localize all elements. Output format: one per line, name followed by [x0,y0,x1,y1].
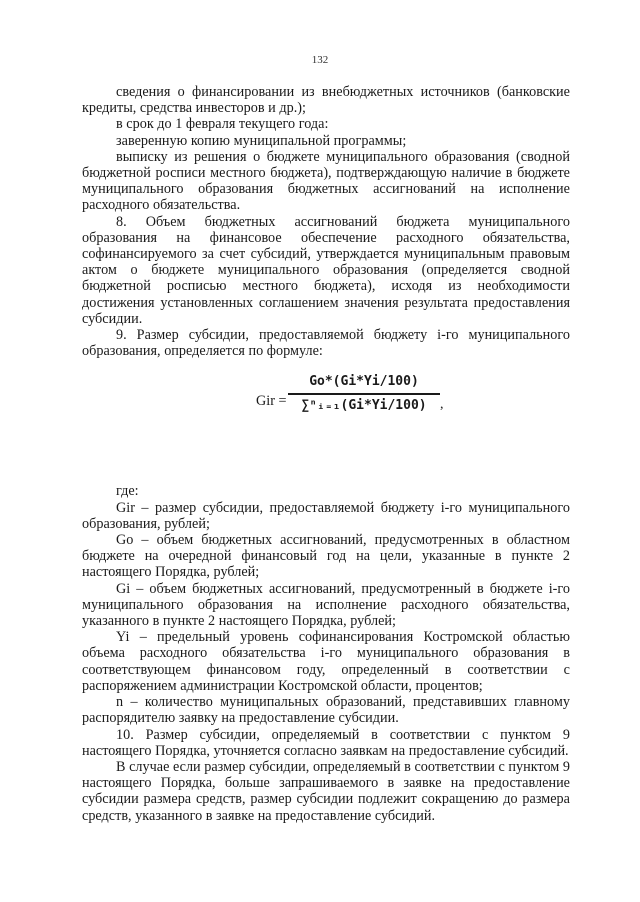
paragraph: в срок до 1 февраля текущего года: [116,116,329,133]
formula-numerator: Go*(Gi*Yi/100) [309,374,419,390]
paragraph: 10. Размер субсидии, определяемый в соответствии с пунктом 9 настоящего Порядка, уточняется согласно заявкам на предоставление субсидий. [82,726,570,759]
paragraph: Gir – размер субсидии, предоставляемой бюджету i-го муниципального образования, рублей; [82,499,570,532]
paragraph: Gi – объем бюджетных ассигнований, предусмотренный в бюджете i-го муниципального образования на исполнение расходного обязательства, указанного в пункте 2 настоящего Порядка, рублей; [82,580,570,630]
text-block-before-formula [82,84,570,359]
text-block-after-formula [82,483,570,823]
formula-denominator: ∑ⁿᵢ₌₁(Gi*Yi/100) [301,397,427,413]
formula-fraction [288,373,440,414]
page-number: 132 [311,54,329,66]
paragraph: Go – объем бюджетных ассигнований, предусмотренных в областном бюджете на очередной финансовый год на цели, указанные в пункте 2 настоящего Порядка, рублей; [82,532,570,581]
paragraph: 9. Размер субсидии, предоставляемой бюджету i-го муниципального образования, определяется по формуле: [82,327,570,360]
paragraph: где: [116,483,139,500]
document-body [82,84,570,824]
formula-label: Gir = [256,393,287,410]
paragraph: сведения о финансировании из внебюджетных источников (банковские кредиты, средства инвесторов и др.); [82,84,570,117]
formula [82,373,570,447]
paragraph: Yi – предельный уровень софинансирования Костромской областью объема расходного обязательства i-го муниципального образования в соответствующем финансовом году, определенный в соответствии с распоряжением администрации Костромской области, процентов; [82,629,570,694]
paragraph: В случае если размер субсидии, определяемый в соответствии с пунктом 9 настоящего Порядка, больше запрашиваемого в заявке на предоставление субсидии размера средств, размер субсидии подлежит сокращению до размера средств, указанного в заявке на предоставление субсидий. [82,758,570,824]
paragraph: 8. Объем бюджетных ассигнований бюджета муниципального образования на финансовое обеспечение расходного обязательства, софинансируемого за счет субсидий, утверждается муниципальным правовым актом о бюджете муниципального образования (определяется сводной бюджетной росписью местного бюджета), исходя из необходимости достижения установленных соглашением значения результата предоставления субсидии. [82,213,570,327]
paragraph: выписку из решения о бюджете муниципального образования (сводной бюджетной росписи местного бюджета), подтверждающую наличие в бюджете муниципального образования бюджетных ассигнований на исполнение расходного обязательства. [82,148,570,214]
paragraph: заверенную копию муниципальной программы; [116,132,407,149]
formula-comma: , [440,397,444,413]
paragraph: n – количество муниципальных образований, представивших главному распорядителю заявку на предоставление субсидии. [82,694,570,727]
fraction-bar [288,393,440,394]
